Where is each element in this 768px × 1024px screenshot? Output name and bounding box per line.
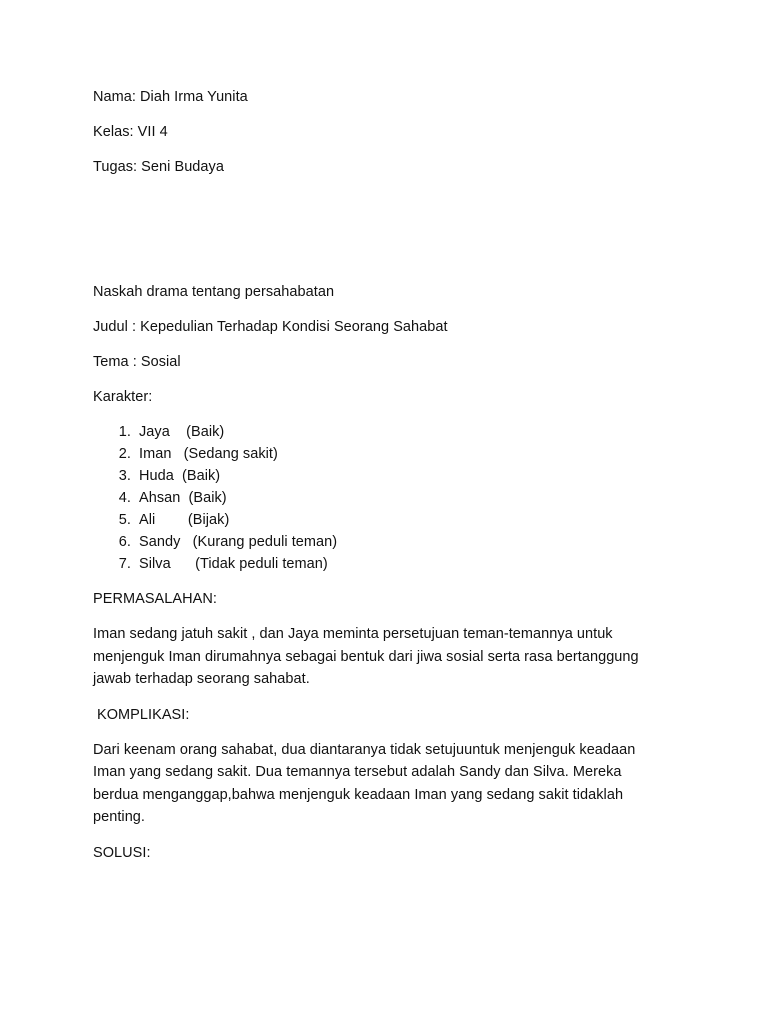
list-item xyxy=(93,531,683,553)
assignment-subject: Tugas: Seni Budaya xyxy=(93,159,224,175)
character-entry: Huda (Baik) xyxy=(139,468,221,484)
student-name: Nama: Diah Irma Yunita xyxy=(93,89,248,105)
spacer xyxy=(93,191,683,281)
solution-heading: SOLUSI: xyxy=(93,844,151,861)
list-number: 5. xyxy=(118,512,131,528)
list-number: 4. xyxy=(118,490,131,506)
list-number: 1. xyxy=(118,424,131,440)
paragraph-line: jawab terhadap seorang sahabat. xyxy=(93,671,310,687)
character-entry: Iman (Sedang sakit) xyxy=(139,446,278,462)
list-number: 6. xyxy=(118,534,131,550)
document-body xyxy=(93,86,683,864)
paragraph-line: berdua menganggap,bahwa menjenguk keadaan Iman yang sedang sakit tidaklah xyxy=(93,786,624,803)
character-entry: Jaya (Baik) xyxy=(139,424,225,440)
complication-heading: KOMPLIKASI: xyxy=(97,706,190,723)
list-item xyxy=(93,443,683,465)
script-description: Naskah drama tentang persahabatan xyxy=(93,284,335,300)
paragraph-line: Dari keenam orang sahabat, dua diantaranya tidak setujuuntuk menjenguk keadaan xyxy=(93,741,636,758)
student-class: Kelas: VII 4 xyxy=(93,124,168,140)
character-entry: Ali (Bijak) xyxy=(139,512,230,528)
character-entry: Sandy (Kurang peduli teman) xyxy=(139,534,338,550)
problem-paragraph xyxy=(93,623,683,691)
list-number: 2. xyxy=(118,446,131,462)
character-list xyxy=(93,421,683,575)
character-entry: Ahsan (Baik) xyxy=(139,490,227,506)
paragraph-line: penting. xyxy=(93,809,145,825)
list-item xyxy=(93,421,683,443)
character-entry: Silva (Tidak peduli teman) xyxy=(139,556,328,572)
script-theme: Tema : Sosial xyxy=(93,354,181,370)
paragraph-line: Iman sedang jatuh sakit , dan Jaya meminta persetujuan teman-temannya untuk xyxy=(93,626,613,642)
student-info xyxy=(93,86,683,178)
script-title: Judul : Kepedulian Terhadap Kondisi Seorang Sahabat xyxy=(93,319,448,335)
list-item xyxy=(93,509,683,531)
problem-heading: PERMASALAHAN: xyxy=(93,591,217,607)
list-number: 3. xyxy=(118,468,131,484)
list-item xyxy=(93,553,683,575)
complication-paragraph xyxy=(93,739,683,829)
list-item xyxy=(93,465,683,487)
paragraph-line: Iman yang sedang sakit. Dua temannya tersebut adalah Sandy dan Silva. Mereka xyxy=(93,764,622,780)
list-number: 7. xyxy=(118,556,131,572)
characters-heading: Karakter: xyxy=(93,389,153,405)
list-item xyxy=(93,487,683,509)
paragraph-line: menjenguk Iman dirumahnya sebagai bentuk dari jiwa sosial serta rasa bertanggung xyxy=(93,648,639,665)
